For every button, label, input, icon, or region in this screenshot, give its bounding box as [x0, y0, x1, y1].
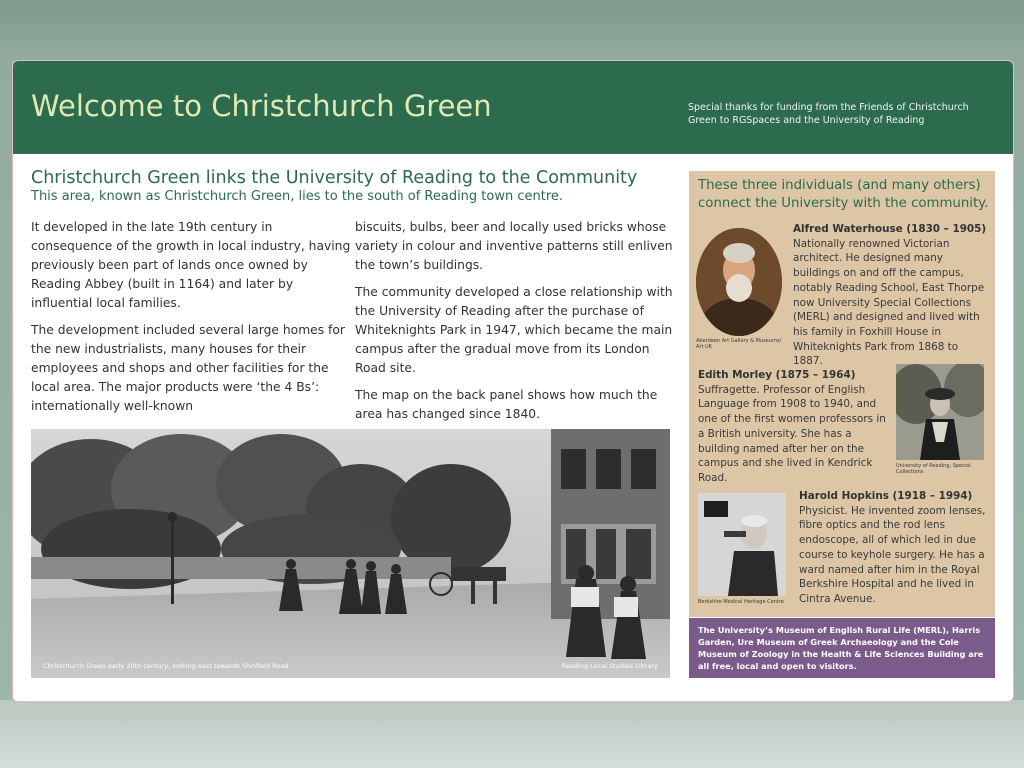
page-title: Welcome to Christchurch Green: [31, 89, 492, 123]
paragraph: biscuits, bulbs, beer and locally used bricks whose variety in colour and inventive patterns still enliven the town’s buildings.: [355, 220, 673, 272]
text-column-right: [355, 218, 673, 432]
portrait-illustration: [696, 228, 782, 336]
historic-street-photo: [31, 429, 670, 678]
intro-heading: Christchurch Green links the University of Reading to the Community: [31, 168, 638, 188]
person-name: Alfred Waterhouse (1830 – 1905): [793, 223, 987, 235]
paragraph: The community developed a close relationship with the University of Reading after the purchase of Whiteknights Park in 1947, which became the main campus after the gradual move from its London Road site.: [355, 285, 673, 375]
person-bio: Suffragette. Professor of English Language from 1908 to 1940, and one of the first women professors in a British university. She has a building named after her on the campus and she lived in Kendrick Road.: [698, 383, 886, 484]
background-band: [0, 700, 1024, 768]
funding-thanks: Special thanks for funding from the Friends of Christchurch Green to RGSpaces and the University of Reading: [688, 102, 969, 126]
person-name: Harold Hopkins (1918 – 1994): [799, 490, 973, 502]
street-scene-illustration: [31, 429, 670, 678]
text-column-left: [31, 218, 356, 424]
portrait-illustration: [698, 493, 786, 596]
person-hopkins: [799, 489, 989, 607]
morley-portrait: [896, 364, 984, 460]
people-sidebar: [689, 171, 995, 617]
hopkins-portrait: [698, 493, 786, 596]
person-bio: Nationally renowned Victorian architect. He designed many buildings on and off the campus, notably Reading School, East Thorpe now University Special Collections (MERL) and designed and lived with his family in Foxhill House in Whiteknights Park from 1868 to 1887.: [793, 237, 985, 368]
intro-subheading: This area, known as Christchurch Green, lies to the south of Reading town centre.: [31, 189, 564, 204]
paragraph: The map on the back panel shows how much the area has changed since 1840.: [355, 388, 658, 421]
photo-credit: Reading Local Studies Library: [561, 662, 658, 670]
photo-caption: Christchurch Green early 20th century, looking east towards Shinfield Road.: [43, 662, 291, 670]
portrait-illustration: [896, 364, 984, 460]
paragraph: The development included several large homes for the new industrialists, many houses for their employees and shops and other facilities for the local area. The major products were ‘the 4 Bs’: internationally well-known: [31, 323, 345, 413]
paragraph: It developed in the late 19th century in consequence of the growth in local industry, having previously been part of lands once owned by Reading Abbey (built in 1164) and later by influential local families.: [31, 220, 351, 310]
museums-text: The University’s Museum of English Rural Life (MERL), Harris Garden, Ure Museum of Greek Archaeology and the Cole Museum of Zoology in the Health & Life Sciences Building are all free, local and open to visitors.: [698, 625, 984, 671]
waterhouse-portrait: [696, 228, 782, 336]
morley-credit: University of Reading, Special Collections: [896, 463, 971, 475]
person-name: Edith Morley (1875 – 1964): [698, 369, 856, 381]
person-bio: Physicist. He invented zoom lenses, fibre optics and the rod lens endoscope, all of which led in due course to keyhole surgery. He has a ward named after him in the Royal Berkshire Hospital and he lived in Cintra Avenue.: [799, 504, 986, 605]
museums-footer: [689, 618, 995, 678]
waterhouse-credit: Aberdeen Art Gallery & Museums/ Art UK: [696, 338, 782, 350]
person-morley: [698, 368, 890, 486]
sign-panel: [12, 60, 1014, 702]
sidebar-heading: These three individuals (and many others) connect the University with the community.: [698, 178, 989, 211]
person-waterhouse: [793, 222, 989, 369]
header-banner: [13, 61, 1013, 154]
hopkins-credit: Berkshire Medical Heritage Centre: [698, 599, 784, 605]
